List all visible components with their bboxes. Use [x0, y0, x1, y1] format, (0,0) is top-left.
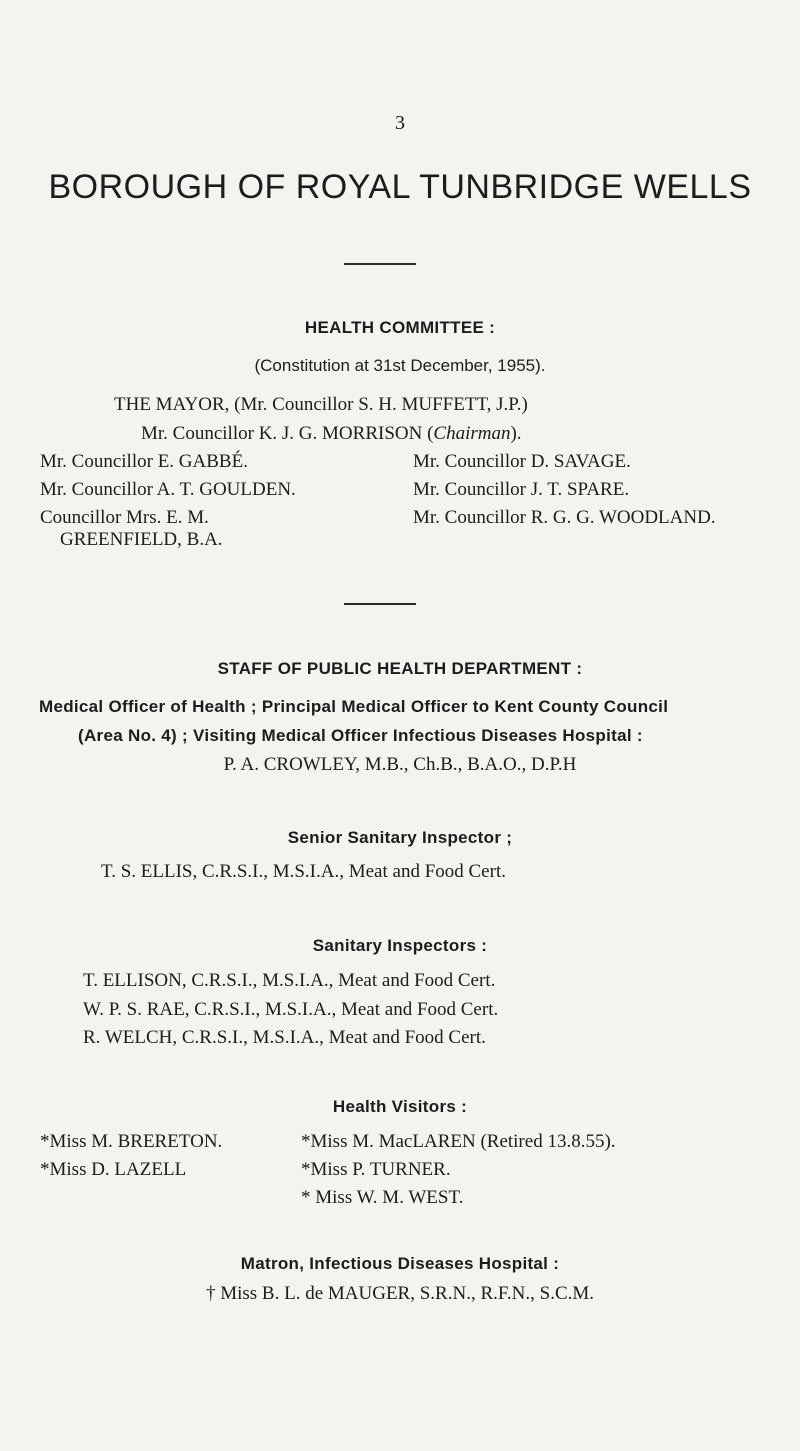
staff-heading: STAFF OF PUBLIC HEALTH DEPARTMENT :	[217, 659, 583, 678]
divider-top	[344, 263, 416, 265]
moh-name: P. A. CROWLEY, M.B., Ch.B., B.A.O., D.P.H	[223, 754, 577, 775]
member-right-1: Mr. Councillor D. SAVAGE.	[413, 451, 631, 472]
chairman-close: ).	[510, 423, 522, 444]
member-left-3: Councillor Mrs. E. M.	[40, 507, 209, 528]
moh-title-line2: (Area No. 4) ; Visiting Medical Officer Infectious Diseases Hospital :	[78, 726, 643, 745]
mayor-line: THE MAYOR, (Mr. Councillor S. H. MUFFETT, J.P.)	[114, 394, 528, 415]
inspector-3: R. WELCH, C.R.S.I., M.S.I.A., Meat and Food Cert.	[83, 1027, 486, 1048]
visitor-right-2: *Miss P. TURNER.	[301, 1159, 451, 1180]
health-visitors-heading: Health Visitors :	[332, 1097, 468, 1116]
constitution-note: (Constitution at 31st December, 1955).	[254, 356, 546, 375]
inspector-1: T. ELLISON, C.R.S.I., M.S.I.A., Meat and Food Cert.	[83, 970, 496, 991]
member-right-2: Mr. Councillor J. T. SPARE.	[413, 479, 630, 500]
chairman-name: Mr. Councillor K. J. G. MORRISON (	[141, 423, 434, 444]
moh-title-line1: Medical Officer of Health ; Principal Medical Officer to Kent County Council	[39, 697, 669, 716]
senior-inspector-heading: Senior Sanitary Inspector ;	[287, 828, 513, 847]
visitor-left-2: *Miss D. LAZELL	[40, 1159, 187, 1180]
chairman-role: Chairman	[433, 423, 511, 444]
page-number: 3	[395, 112, 405, 134]
chairman-line	[141, 423, 522, 445]
inspector-2: W. P. S. RAE, C.R.S.I., M.S.I.A., Meat and Food Cert.	[83, 999, 499, 1020]
member-left-2: Mr. Councillor A. T. GOULDEN.	[40, 479, 296, 500]
matron-name: † Miss B. L. de MAUGER, S.R.N., R.F.N., S.C.M.	[205, 1283, 595, 1304]
page-title: BOROUGH OF ROYAL TUNBRIDGE WELLS	[48, 168, 752, 206]
divider-middle	[344, 603, 416, 605]
sanitary-inspectors-heading: Sanitary Inspectors :	[312, 936, 488, 955]
health-committee-heading: HEALTH COMMITTEE :	[304, 318, 496, 337]
matron-heading: Matron, Infectious Diseases Hospital :	[240, 1254, 560, 1273]
visitor-left-1: *Miss M. BRERETON.	[40, 1131, 223, 1152]
member-left-1: Mr. Councillor E. GABBÉ.	[40, 451, 248, 472]
visitor-right-3: * Miss W. M. WEST.	[301, 1187, 464, 1208]
member-right-3: Mr. Councillor R. G. G. WOODLAND.	[413, 507, 716, 528]
member-left-3-cont: GREENFIELD, B.A.	[60, 529, 223, 550]
visitor-right-1: *Miss M. MacLAREN (Retired 13.8.55).	[301, 1131, 616, 1152]
senior-inspector-name: T. S. ELLIS, C.R.S.I., M.S.I.A., Meat and Food Cert.	[101, 861, 506, 882]
